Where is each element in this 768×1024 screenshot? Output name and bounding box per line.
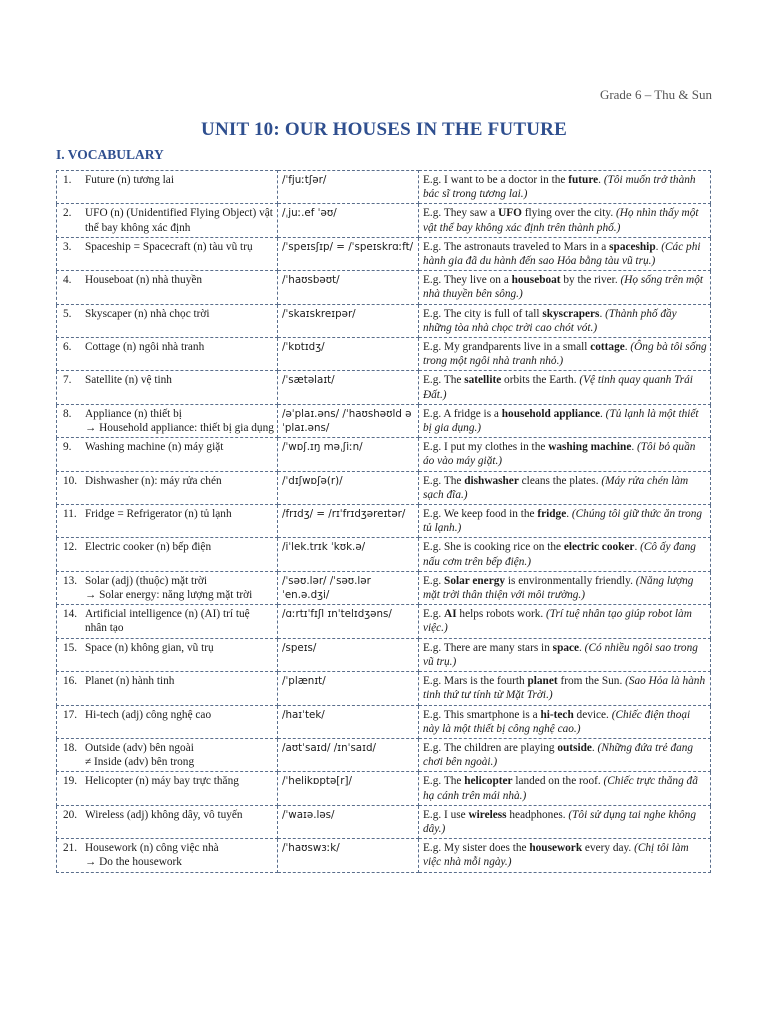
vocab-number: 15. [63, 641, 78, 654]
example-text-end: orbits the Earth. [501, 374, 577, 387]
example-text-end: . [600, 407, 603, 420]
vocab-word: Spaceship = Spacecraft (n) tàu vũ trụ [85, 240, 253, 253]
vocab-row [57, 772, 711, 805]
example-keyword: electric cooker [563, 541, 635, 554]
example-keyword: houseboat [511, 274, 561, 287]
example-translation: (Chúng tôi giữ thức ăn trong tủ lạnh.) [423, 508, 703, 535]
vocab-number: 4. [63, 274, 72, 287]
vocab-example-cell [419, 171, 711, 204]
vocab-number: 8. [63, 407, 72, 420]
example-keyword: AI [444, 608, 457, 621]
vocab-ipa: /ˈwaɪə.ləs/ [278, 805, 419, 838]
vocab-example-cell [419, 538, 711, 571]
example-translation: (Tôi sử dụng tai nghe không dây.) [423, 808, 696, 835]
vocab-row [57, 371, 711, 404]
vocab-row [57, 839, 711, 872]
vocab-ipa: /ˈplænɪt/ [278, 672, 419, 705]
example-text: E.g. The astronauts traveled to Mars in a [423, 240, 610, 253]
vocab-row [57, 171, 711, 204]
vocab-row [57, 204, 711, 237]
vocab-number: 16. [63, 675, 78, 688]
vocab-number: 14. [63, 608, 78, 621]
example-keyword: space [552, 641, 580, 654]
vocab-word-cell [57, 839, 278, 872]
example-text-end: helps robots work. [456, 608, 544, 621]
vocab-word-cell [57, 371, 278, 404]
example-text: E.g. I want to be a doctor in the [423, 174, 569, 186]
vocab-example-cell [419, 371, 711, 404]
vocab-word-cell [57, 505, 278, 538]
vocab-row [57, 672, 711, 705]
vocab-row [57, 805, 711, 838]
vocab-word-cell [57, 538, 278, 571]
vocab-row [57, 505, 711, 538]
vocab-ipa: /ˈfjuːtʃər/ [278, 171, 419, 204]
vocab-ipa: /ˈhelikɒptə[r]/ [278, 772, 419, 805]
example-translation: (Chiếc điện thoại này là một thiết bị công nghệ cao.) [423, 708, 691, 735]
example-text-end: . [631, 441, 635, 454]
vocab-row [57, 705, 711, 738]
vocab-ipa: /ˈwɒʃ.ɪŋ məˌʃiːn/ [278, 438, 419, 471]
vocab-related-term: → Solar energy: năng lượng mặt trời [85, 589, 253, 602]
vocab-example-cell [419, 672, 711, 705]
vocab-row [57, 404, 711, 437]
vocab-related-term: ≠ Inside (adv) bên trong [85, 756, 195, 769]
vocab-example-cell [419, 304, 711, 337]
example-keyword: cottage [590, 341, 625, 354]
vocab-word: Cottage (n) ngôi nhà tranh [85, 341, 205, 354]
vocab-example-cell [419, 772, 711, 805]
example-translation: (Họ nhìn thấy một vật thể bay không xác định trên thành phố.) [423, 207, 699, 234]
vocab-row [57, 304, 711, 337]
vocab-ipa: /aʊtˈsaɪd/ /ɪnˈsaɪd/ [278, 738, 419, 771]
vocab-word-cell [57, 471, 278, 504]
vocab-example-cell [419, 204, 711, 237]
vocab-example-cell [419, 738, 711, 771]
example-keyword: hi-tech [540, 708, 574, 721]
vocab-word: Space (n) không gian, vũ trụ [85, 641, 214, 654]
vocab-example-cell [419, 237, 711, 270]
vocab-ipa: /ˈspeɪsʃɪp/ = /ˈspeɪskrɑːft/ [278, 237, 419, 270]
example-text-end: . [624, 341, 628, 354]
vocab-word: UFO (n) (Unidentified Flying Object) vật thể bay không xác định [85, 207, 273, 234]
vocab-example-cell [419, 271, 711, 304]
example-translation: (Vệ tinh quay quanh Trái Đất.) [423, 374, 693, 401]
example-text: E.g. I use [423, 808, 469, 821]
example-text-end: landed on the roof. [512, 775, 601, 788]
example-keyword: skyscrapers [542, 307, 600, 320]
example-translation: (Có nhiều ngôi sao trong vũ trụ.) [423, 641, 698, 668]
example-text: E.g. I put my clothes in the [423, 441, 549, 454]
vocab-row [57, 471, 711, 504]
example-text-end: every day. [582, 842, 632, 855]
example-keyword: spaceship [609, 240, 656, 253]
example-keyword: fridge [537, 508, 567, 521]
vocab-number: 3. [63, 240, 72, 253]
vocab-ipa: /ˈhaʊsbəʊt/ [278, 271, 419, 304]
example-text: E.g. There are many stars in [423, 641, 553, 654]
vocab-number: 18. [63, 741, 78, 754]
vocab-word-cell [57, 237, 278, 270]
vocab-row [57, 538, 711, 571]
vocab-ipa: /ˈkɒtɪdʒ/ [278, 338, 419, 371]
vocab-row [57, 438, 711, 471]
vocab-ipa: /ɑːrtɪˈfɪʃl ɪnˈtelɪdʒəns/ [278, 605, 419, 638]
vocab-word-cell [57, 338, 278, 371]
vocab-word-cell [57, 638, 278, 671]
vocab-ipa: /frɪdʒ/ = /rɪˈfrɪdʒəreɪtər/ [278, 505, 419, 538]
vocab-related-term: → Household appliance: thiết bị gia dụng [85, 422, 274, 435]
vocab-row [57, 638, 711, 671]
example-translation: (Chị tôi làm việc nhà mỗi ngày.) [423, 842, 689, 869]
example-keyword: wireless [468, 808, 507, 821]
example-text: E.g. We keep food in the [423, 508, 538, 521]
example-translation: (Những đứa trẻ đang chơi bên ngoài.) [423, 741, 694, 769]
vocab-example-cell [419, 404, 711, 437]
vocab-number: 2. [63, 207, 72, 220]
vocab-ipa: /speɪs/ [278, 638, 419, 671]
example-translation: (Cô ấy đang nấu cơm trên bếp điện.) [423, 541, 696, 568]
example-keyword: future [568, 174, 599, 186]
vocab-row [57, 571, 711, 604]
vocab-word: Planet (n) hành tinh [85, 675, 175, 688]
vocab-related-term: → Do the housework [85, 856, 182, 869]
vocab-word: Outside (adv) bên ngoài [85, 741, 194, 754]
vocab-word: Fridge = Refrigerator (n) tủ lạnh [85, 508, 232, 521]
vocab-row [57, 271, 711, 304]
vocab-ipa: /ˈsætəlaɪt/ [278, 371, 419, 404]
vocab-word: Housework (n) công việc nhà [85, 842, 219, 855]
example-text-end: from the Sun. [557, 675, 623, 688]
vocab-example-cell [419, 471, 711, 504]
grade-note: Grade 6 – Thu & Sun [599, 87, 712, 102]
vocab-word-cell [57, 738, 278, 771]
example-text-end: . [591, 741, 595, 754]
vocab-number: 1. [63, 174, 72, 186]
example-translation: (Năng lượng mặt trời thân thiện với môi trường.) [423, 574, 694, 602]
example-translation: (Ông bà tôi sống trong một ngôi nhà tranh nhỏ.) [423, 341, 707, 368]
example-text-end: . [598, 174, 601, 186]
example-text-end: device. [573, 708, 609, 721]
example-text: E.g. They saw a [423, 207, 499, 220]
vocab-number: 6. [63, 341, 72, 354]
example-keyword: outside [557, 741, 592, 754]
vocab-word-cell [57, 438, 278, 471]
vocab-word-cell [57, 605, 278, 638]
vocab-word: Future (n) tương lai [85, 174, 174, 186]
example-translation: (Trí tuệ nhân tạo giúp robot làm việc.) [423, 608, 692, 635]
vocab-word: Artificial intelligence (n) (AI) trí tuệ nhân tạo [85, 608, 250, 635]
example-keyword: satellite [464, 374, 502, 387]
example-text: E.g. They live on a [423, 274, 512, 287]
vocab-example-cell [419, 805, 711, 838]
example-text: E.g. The [423, 474, 465, 487]
example-text: E.g. [423, 574, 445, 587]
example-text-end: headphones. [506, 808, 566, 821]
vocab-word: Helicopter (n) máy bay trực thăng [85, 775, 239, 788]
example-text-end: . [634, 541, 638, 554]
vocab-word: Washing machine (n) máy giặt [85, 441, 224, 454]
example-text: E.g. A fridge is a [423, 407, 502, 420]
vocab-word: Solar (adj) (thuộc) mặt trời [85, 574, 208, 587]
example-text-end: . [566, 508, 570, 521]
example-text: E.g. [423, 608, 445, 621]
vocab-number: 20. [63, 808, 78, 821]
vocab-example-cell [419, 839, 711, 872]
vocab-ipa: /ˈskaɪskreɪpər/ [278, 304, 419, 337]
vocab-example-cell [419, 438, 711, 471]
example-text-end: . [655, 240, 659, 253]
vocab-word: Skyscaper (n) nhà chọc trời [85, 307, 210, 320]
example-text: E.g. The children are playing [423, 741, 558, 754]
vocab-word-cell [57, 171, 278, 204]
vocab-number: 10. [63, 474, 78, 487]
example-keyword: helicopter [464, 775, 513, 788]
vocab-example-cell [419, 638, 711, 671]
vocab-word: Dishwasher (n): máy rửa chén [85, 474, 222, 487]
example-text: E.g. She is cooking rice on the [423, 541, 564, 554]
example-keyword: UFO [498, 207, 522, 220]
example-text: E.g. My sister does the [423, 842, 530, 855]
vocab-word: Houseboat (n) nhà thuyền [85, 274, 203, 287]
example-text-end: by the river. [560, 274, 618, 287]
vocab-word-cell [57, 672, 278, 705]
example-translation: (Họ sống trên một nhà thuyền bên sông.) [423, 274, 704, 301]
vocabulary-table-body [57, 171, 711, 873]
example-translation: (Tôi muốn trở thành bác sĩ trong tương lai.) [423, 174, 696, 201]
example-keyword: washing machine [548, 441, 632, 454]
vocab-word-cell [57, 772, 278, 805]
vocab-number: 11. [63, 508, 77, 521]
vocab-example-cell [419, 705, 711, 738]
vocab-row [57, 605, 711, 638]
vocab-number: 5. [63, 307, 72, 320]
example-translation: (Thành phố đầy những tòa nhà chọc trời cao chót vót.) [423, 307, 677, 334]
example-text: E.g. My grandparents live in a small [423, 341, 591, 354]
example-translation: (Chiếc trực thăng đã hạ cánh trên mái nhà.) [423, 775, 698, 802]
vocab-example-cell [419, 605, 711, 638]
vocab-word-cell [57, 705, 278, 738]
vocab-row [57, 738, 711, 771]
example-text-end: . [579, 641, 582, 654]
example-translation: (Sao Hỏa là hành tinh thứ tư tính từ Mặt Trời.) [423, 675, 706, 702]
vocab-word-cell [57, 204, 278, 237]
example-text-end: is environmentally friendly. [505, 574, 633, 587]
vocab-number: 21. [63, 842, 78, 855]
vocab-word-cell [57, 304, 278, 337]
example-text: E.g. This smartphone is a [423, 708, 541, 721]
vocab-example-cell [419, 571, 711, 604]
example-keyword: Solar energy [444, 574, 506, 587]
vocab-row [57, 237, 711, 270]
vocab-ipa: /ˈdɪʃwɒʃə(r)/ [278, 471, 419, 504]
vocab-number: 19. [63, 775, 78, 788]
vocab-ipa: /haɪˈtek/ [278, 705, 419, 738]
example-keyword: household appliance [501, 407, 601, 420]
example-text-end: cleans the plates. [518, 474, 599, 487]
vocab-ipa: /ˈsəʊ.lər/ /ˈsəʊ.lər ˈen.ə.dʒi/ [278, 571, 419, 604]
vocab-ipa: /əˈplaɪ.əns/ /ˈhaʊshəʊld əˈplaɪ.əns/ [278, 404, 419, 437]
vocab-ipa: /ˈhaʊswɜːk/ [278, 839, 419, 872]
example-text-end: . [599, 307, 603, 320]
example-keyword: dishwasher [464, 474, 519, 487]
vocab-example-cell [419, 505, 711, 538]
vocab-word: Appliance (n) thiết bị [85, 407, 182, 420]
unit-title: UNIT 10: OUR HOUSES IN THE FUTURE [201, 119, 567, 140]
vocab-word: Electric cooker (n) bếp điện [85, 541, 212, 554]
vocab-word-cell [57, 805, 278, 838]
vocab-number: 9. [63, 441, 72, 454]
vocab-number: 17. [63, 708, 78, 721]
vocab-word: Hi-tech (adj) công nghệ cao [85, 708, 212, 721]
example-translation: (Tủ lạnh là một thiết bị gia dụng.) [423, 407, 699, 435]
vocab-word: Wireless (adj) không dây, vô tuyến [85, 808, 243, 821]
vocab-ipa: /iˈlek.trɪk ˈkʊk.ə/ [278, 538, 419, 571]
example-text: E.g. The [423, 775, 465, 788]
vocab-word: Satellite (n) vệ tinh [85, 374, 172, 387]
vocab-number: 7. [63, 374, 72, 387]
vocab-number: 12. [63, 541, 78, 554]
example-translation: (Máy rửa chén làm sạch đĩa.) [423, 474, 689, 501]
example-translation: (Tôi bỏ quần áo vào máy giặt.) [423, 441, 696, 468]
example-text-end: flying over the city. [521, 207, 614, 220]
example-text: E.g. The city is full of tall [423, 307, 543, 320]
example-keyword: housework [529, 842, 583, 855]
vocabulary-table [56, 170, 711, 873]
vocab-row [57, 338, 711, 371]
vocab-word-cell [57, 571, 278, 604]
example-text: E.g. Mars is the fourth [423, 675, 528, 688]
vocab-ipa: /ˌjuː.ef ˈəʊ/ [278, 204, 419, 237]
vocab-number: 13. [63, 574, 78, 587]
vocab-word-cell [57, 271, 278, 304]
vocab-example-cell [419, 338, 711, 371]
example-keyword: planet [527, 675, 558, 688]
section-heading: I. VOCABULARY [56, 147, 164, 162]
example-text: E.g. The [423, 374, 465, 387]
vocab-word-cell [57, 404, 278, 437]
example-translation: (Các phi hành gia đã du hành đến sao Hỏa bằng tàu vũ trụ.) [423, 240, 701, 268]
